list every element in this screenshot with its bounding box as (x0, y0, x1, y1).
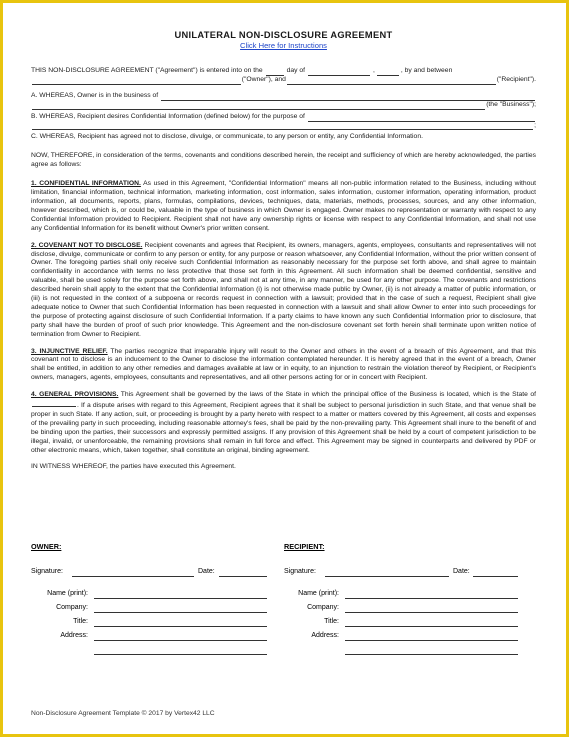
intro-text-f: ("Recipient"). (496, 75, 536, 83)
recipient-signature-line[interactable] (325, 568, 449, 577)
intro-text-c: , (373, 67, 375, 74)
recipient-heading: RECIPIENT: (284, 542, 325, 551)
section-4-heading: 4. GENERAL PROVISIONS. (31, 391, 119, 399)
section-general-provisions (31, 391, 536, 455)
owner-date-label: Date: (198, 568, 215, 575)
intro-text-a: THIS NON-DISCLOSURE AGREEMENT ("Agreement") is entered into on the (31, 67, 263, 74)
owner-title-line[interactable] (94, 618, 267, 627)
owner-company-label: Company: (56, 604, 88, 611)
section-3-text: The parties recognize that irreparable injury will result to the Owner and others in the event of a breach of this Agreement, and that this covenant not to disclose is an inducement to the Owner to disclose the information contemplated hereunder. It is hereby agreed that in the event of a breach, Owner shall be entitled, in addition to any other remedies and damages available at law or in equity, to an injunction to restrain the violation thereof by Recipient, or Recipient's owners, managers, agents, employees, consultants and representatives, and all other persons acting for or in concert with Recipient. (31, 347, 536, 382)
section-3-heading: 3. INJUNCTIVE RELIEF. (31, 347, 108, 355)
owner-address-line-2[interactable] (94, 646, 267, 655)
business-blank-2[interactable] (32, 102, 485, 110)
recipient-name-label: Name (print): (298, 590, 339, 597)
section-1-text: As used in this Agreement, "Confidential Information" means all non-public information related to the Business, including without limitation, financial information, technical information, marketing information, cost information, sales information, customer information, operating information, product information, all documents, reports, plans, formulas, compilations, devices, techniques, data, materials, methods, processes, sources, and any other information, however described, which is, or could be, valuable in the type of business in which Owner is engaged. Owner makes no representation or warranty with respect to any Confidential Information provided to Recipient. Recipient shall not have any ownership rights or license with respect to any Confidential Information, and shall not use any Confidential Information for its benefit without Owner's prior written consent. (31, 180, 536, 232)
section-2-heading: 2. COVENANT NOT TO DISCLOSE. (31, 241, 143, 249)
owner-name-blank[interactable] (32, 77, 241, 85)
owner-heading: OWNER: (31, 542, 62, 551)
document-body (31, 30, 536, 471)
owner-company-line[interactable] (94, 604, 267, 613)
intro-text-d: , by and between (400, 67, 453, 74)
section-2-text: Recipient covenants and agrees that Recipient, its owners, managers, agents, employees, consultants and representatives will not disclose, divulge, communicate or confirm to any person or entity, for any purpose or reason whatsoever, any Confidential Information, without the prior written consent of Owner. The foregoing parties shall only receive such Confidential Information as reasonably necessary for the purpose set forth above, and shall agree to maintain confidentiality in accordance with terms no less protective that those set forth in this Agreement. All such information shall be deemed confidential, sensitive and valuable, shall be used solely for the purpose set forth above, and shall not at any time, in any manner, be used for any other purpose. The covenants and restrictions described herein shall apply to the extent that the Confidential Information (i) is not otherwise made public by Owner, (ii) is not already a matter of public information, or (iii) is not requested in the context of a subpoena or records request in connection with a lawsuit; provided that in the case of such a request, Recipient shall give adequate notice to Owner that such Confidential Information has been requested in connection with a lawsuit and shall allow Owner to enter into such proceedings for the purpose of protecting against disclosure of such Confidential Information. If a party claims to have known any such Confidential Information prior to disclosure, that party shall have the burden of proof of such prior knowledge. This Agreement and the non-disclosure covenant set forth herein shall terminate upon written notice of termination from Owner to Recipient. (31, 241, 537, 338)
intro-paragraph (31, 67, 536, 85)
recipient-address-line[interactable] (345, 632, 518, 641)
section-4-text-2: . If a dispute arises with regard to this Agreement, Recipient agrees that it shall be subject to personal jurisdiction in such State, and that venue shall be proper in such State. If any action, suit, or proceeding is brought by a party hereto with respect to a matter or matters covered by this Agreement, all costs and expenses of the prevailing party in such proceeding, including reasonable attorney's fees, shall be paid by the non-prevailing party. This Agreement shall inure to the benefit of and be binding upon the parties, their successors and expressly permitted assigns. If any provision of this Agreement shall be held by a court of competent jurisdiction to be illegal, invalid, or unenforceable, the remaining provisions shall remain in full force and effect. This Agreement may be signed in counterparts and delivered by PDF or other electronic means, which, taken together, shall constitute an original, binding agreement. (31, 402, 536, 454)
purpose-blank-2[interactable] (32, 122, 533, 130)
witness-statement: IN WITNESS WHEREOF, the parties have executed this Agreement. (31, 462, 236, 470)
owner-date-line[interactable] (219, 568, 267, 577)
recipient-title-line[interactable] (345, 618, 518, 627)
whereas-b (31, 113, 536, 131)
recipient-address-line-2[interactable] (345, 646, 518, 655)
state-blank[interactable] (32, 400, 76, 407)
section-confidential-information (31, 180, 536, 233)
purpose-blank[interactable] (308, 114, 535, 122)
recipient-company-label: Company: (307, 604, 339, 611)
owner-title-label: Title: (73, 618, 88, 625)
owner-signature-column (31, 542, 271, 639)
section-injunctive-relief (31, 348, 536, 384)
day-blank[interactable] (266, 69, 284, 76)
footer-copyright: Non-Disclosure Agreement Template © 2017 by Vertex42 LLC (31, 710, 215, 717)
owner-address-label: Address: (60, 632, 88, 639)
intro-text-b: day of (286, 67, 306, 74)
recipient-name-line[interactable] (345, 590, 518, 599)
whereas-b-tail: ; (534, 121, 536, 129)
whereas-a (31, 92, 536, 110)
whereas-a-lead: A. WHEREAS, Owner is in the business of (31, 91, 159, 99)
recipient-date-label: Date: (453, 568, 470, 575)
whereas-a-tail: (the "Business"); (486, 100, 536, 108)
owner-signature-line[interactable] (72, 568, 194, 577)
recipient-signature-label: Signature: (284, 568, 316, 575)
owner-signature-label: Signature: (31, 568, 63, 575)
recipient-company-line[interactable] (345, 604, 518, 613)
recipient-name-blank[interactable] (287, 77, 496, 85)
now-therefore-paragraph: NOW, THEREFORE, in consideration of the terms, covenants and conditions described herein, the receipt and sufficiency of which are hereby acknowledged, the parties agree as follows: (31, 152, 536, 169)
instructions-link[interactable]: Click Here for Instructions (240, 41, 327, 50)
whereas-b-lead: B. WHEREAS, Recipient desires Confidential Information (defined below) for the purpose of (31, 112, 305, 120)
year-blank[interactable] (377, 69, 399, 76)
recipient-signature-column (284, 542, 524, 639)
intro-text-e: ("Owner"), and (241, 75, 286, 83)
month-blank[interactable] (308, 69, 370, 76)
owner-address-line[interactable] (94, 632, 267, 641)
whereas-c: C. WHEREAS, Recipient has agreed not to disclose, divulge, or communicate, to any person or entity, any Confidential Information. (31, 133, 423, 141)
owner-name-line[interactable] (94, 590, 267, 599)
recipient-address-label: Address: (311, 632, 339, 639)
section-4-text: This Agreement shall be governed by the laws of the State in which the principal office of the Business is located, which is the State of (118, 391, 536, 399)
business-blank[interactable] (161, 93, 535, 101)
owner-name-label: Name (print): (47, 590, 88, 597)
section-1-heading: 1. CONFIDENTIAL INFORMATION. (31, 180, 141, 188)
section-covenant-not-to-disclose (31, 242, 536, 340)
document-title: UNILATERAL NON-DISCLOSURE AGREEMENT (174, 30, 393, 40)
recipient-title-label: Title: (324, 618, 339, 625)
recipient-date-line[interactable] (473, 568, 518, 577)
